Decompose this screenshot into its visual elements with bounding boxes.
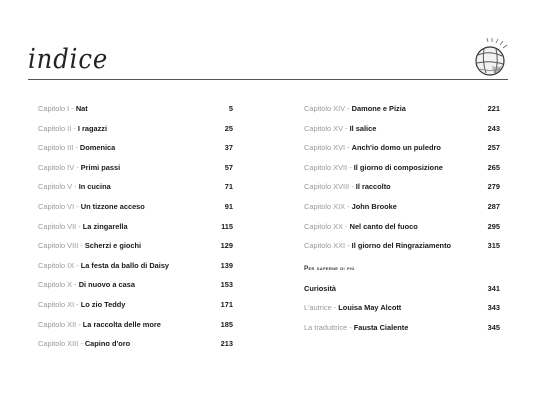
toc-entry[interactable] <box>38 143 233 163</box>
toc-entry[interactable] <box>38 280 233 300</box>
toc-entry[interactable] <box>38 261 233 281</box>
toc-chapter-label: Capitolo V <box>38 182 73 192</box>
toc-entry[interactable] <box>304 143 500 163</box>
toc-separator: - <box>343 221 350 231</box>
toc-chapter-title: Di nuovo a casa <box>78 280 135 290</box>
toc-page-number: 185 <box>220 319 233 329</box>
toc-separator: - <box>69 104 76 113</box>
toc-chapter-label: Capitolo I <box>38 104 70 113</box>
toc-separator: - <box>345 104 352 113</box>
toc-chapter-title: Il salice <box>349 123 377 133</box>
title-divider <box>28 79 508 80</box>
toc-entry[interactable] <box>38 124 233 144</box>
toc-separator: - <box>347 162 354 172</box>
toc-separator: - <box>345 143 352 153</box>
toc-chapter-label: La traduttrice <box>304 322 348 332</box>
toc-separator: - <box>76 221 83 231</box>
toc-page-number: 213 <box>220 339 233 349</box>
toc-separator: - <box>73 143 80 153</box>
toc-chapter-title: Un tizzone acceso <box>80 201 145 211</box>
toc-separator: - <box>71 123 78 133</box>
toc-chapter-label: Capitolo XV <box>304 123 344 133</box>
toc-page-number: 5 <box>228 104 233 113</box>
toc-entry[interactable] <box>304 104 500 124</box>
toc-entry[interactable] <box>304 182 500 202</box>
toc-page-number: 345 <box>487 322 500 332</box>
toc-chapter-title: Il giorno di composizione <box>353 162 443 172</box>
toc-chapter-label: Capitolo VII <box>38 221 77 231</box>
toc-entry[interactable] <box>38 202 233 222</box>
toc-entry[interactable] <box>304 202 500 222</box>
toc-page-number: 139 <box>220 260 233 270</box>
toc-chapter-label: Capitolo XI <box>38 299 75 309</box>
toc-entry[interactable] <box>304 303 500 323</box>
toc-entry[interactable] <box>38 320 233 340</box>
toc-chapter-title: Nel canto del fuoco <box>349 221 418 231</box>
toc-page-number: 287 <box>487 201 500 211</box>
toc-chapter-label: Capitolo III <box>38 143 74 153</box>
toc-chapter-label: Capitolo II <box>38 123 72 133</box>
toc-page-number: 243 <box>487 123 500 133</box>
toc-chapter-label: Capitolo XVII <box>304 162 348 172</box>
toc-entry[interactable] <box>38 222 233 242</box>
toc-page-number: 57 <box>224 162 233 172</box>
toc-chapter-title: Louisa May Alcott <box>338 303 402 313</box>
toc-page-number: 295 <box>487 221 500 231</box>
toc-separator: - <box>74 201 81 211</box>
toc-chapter-title: Scherzi e giochi <box>84 241 142 251</box>
toc-chapter-label: Capitolo XIV <box>304 104 346 113</box>
toc-separator: - <box>72 182 79 192</box>
toc-chapter-label: Capitolo XX <box>304 221 344 231</box>
toc-chapter-title: La festa da ballo di Daisy <box>80 260 170 270</box>
toc-chapter-title: Il giorno del Ringraziamento <box>351 241 452 251</box>
toc-page-number: 257 <box>487 143 500 153</box>
toc-chapter-title: Capino d'oro <box>84 339 131 349</box>
toc-page-number: 341 <box>487 283 500 293</box>
toc-page-number: 115 <box>221 221 233 231</box>
toc-chapter-title: In cucina <box>78 182 111 192</box>
toc-page-number: 171 <box>220 299 233 309</box>
toc-chapter-title: Lo zio Teddy <box>80 299 126 309</box>
toc-chapter-title: John Brooke <box>351 201 397 211</box>
toc-entry[interactable] <box>304 163 500 183</box>
toc-chapter-title: Fausta Cialente <box>353 322 409 332</box>
toc-chapter-label: Capitolo XXI <box>304 241 346 251</box>
toc-page-number: 25 <box>224 123 233 133</box>
toc-chapter-title: Primi passi <box>80 162 121 172</box>
toc-page-number: 129 <box>220 241 233 251</box>
section-heading-more: Per saperne di più <box>304 264 355 272</box>
toc-separator: - <box>345 201 352 211</box>
toc-entry[interactable] <box>304 124 500 144</box>
toc-chapter-label: Capitolo XVI <box>304 143 346 153</box>
toc-chapter-label: Capitolo XIII <box>38 339 79 349</box>
toc-chapter-label: Capitolo X <box>38 280 73 290</box>
toc-entry[interactable] <box>38 104 233 124</box>
toc-entry[interactable] <box>304 323 500 343</box>
soccer-ball-icon <box>470 38 510 78</box>
toc-separator: - <box>343 123 350 133</box>
toc-chapter-label: L'autrice <box>304 303 332 313</box>
toc-chapter-title: La raccolta delle more <box>82 319 161 329</box>
toc-separator: - <box>72 280 79 290</box>
toc-separator: - <box>349 182 356 192</box>
toc-chapter-title: La zingarella <box>82 221 128 231</box>
toc-page-number: 221 <box>487 104 500 113</box>
toc-chapter-label: Capitolo XIX <box>304 201 346 211</box>
toc-right-column <box>304 104 500 343</box>
toc-chapter-title: Curiosità <box>304 283 337 293</box>
toc-page-number: 91 <box>224 201 233 211</box>
toc-chapter-title: Nat <box>75 104 88 113</box>
toc-chapter-label: Capitolo IX <box>38 260 75 270</box>
toc-entry[interactable] <box>38 241 233 261</box>
toc-separator: - <box>331 303 339 313</box>
toc-chapter-title: Damone e Pizia <box>351 104 406 113</box>
toc-page-number: 71 <box>224 182 233 192</box>
toc-chapter-label: Capitolo VI <box>38 201 75 211</box>
toc-separator: - <box>345 241 352 251</box>
toc-chapter-label: Capitolo VIII <box>38 241 79 251</box>
toc-separator: - <box>76 319 83 329</box>
toc-page-number: 153 <box>220 280 233 290</box>
toc-page-number: 279 <box>487 182 500 192</box>
toc-separator: - <box>74 162 81 172</box>
toc-page-number: 315 <box>487 241 500 251</box>
toc-page-number: 343 <box>487 303 500 313</box>
toc-chapter-title: Il raccolto <box>355 182 391 192</box>
toc-entry[interactable] <box>38 339 233 359</box>
toc-chapter-title: Domenica <box>79 143 116 153</box>
toc-entry[interactable] <box>304 222 500 242</box>
toc-separator: - <box>78 339 85 349</box>
toc-entry[interactable] <box>304 241 500 261</box>
toc-separator: - <box>347 322 354 332</box>
toc-entry[interactable] <box>38 300 233 320</box>
page-title: indice <box>28 44 109 75</box>
toc-chapter-title: I ragazzi <box>77 123 108 133</box>
toc-separator: - <box>74 299 81 309</box>
toc-chapter-label: Capitolo XVIII <box>304 182 350 192</box>
toc-page-number: 265 <box>487 162 500 172</box>
toc-chapter-title: Anch'io domo un puledro <box>351 143 441 153</box>
toc-chapter-label: Capitolo XII <box>38 319 77 329</box>
toc-page-number: 37 <box>224 143 233 153</box>
toc-entry[interactable] <box>38 163 233 183</box>
toc-entry[interactable] <box>38 182 233 202</box>
toc-chapter-label: Capitolo IV <box>38 162 75 172</box>
toc-separator: - <box>74 260 81 270</box>
toc-entry[interactable] <box>304 284 500 304</box>
toc-separator: - <box>78 241 85 251</box>
toc-left-column <box>38 104 233 359</box>
